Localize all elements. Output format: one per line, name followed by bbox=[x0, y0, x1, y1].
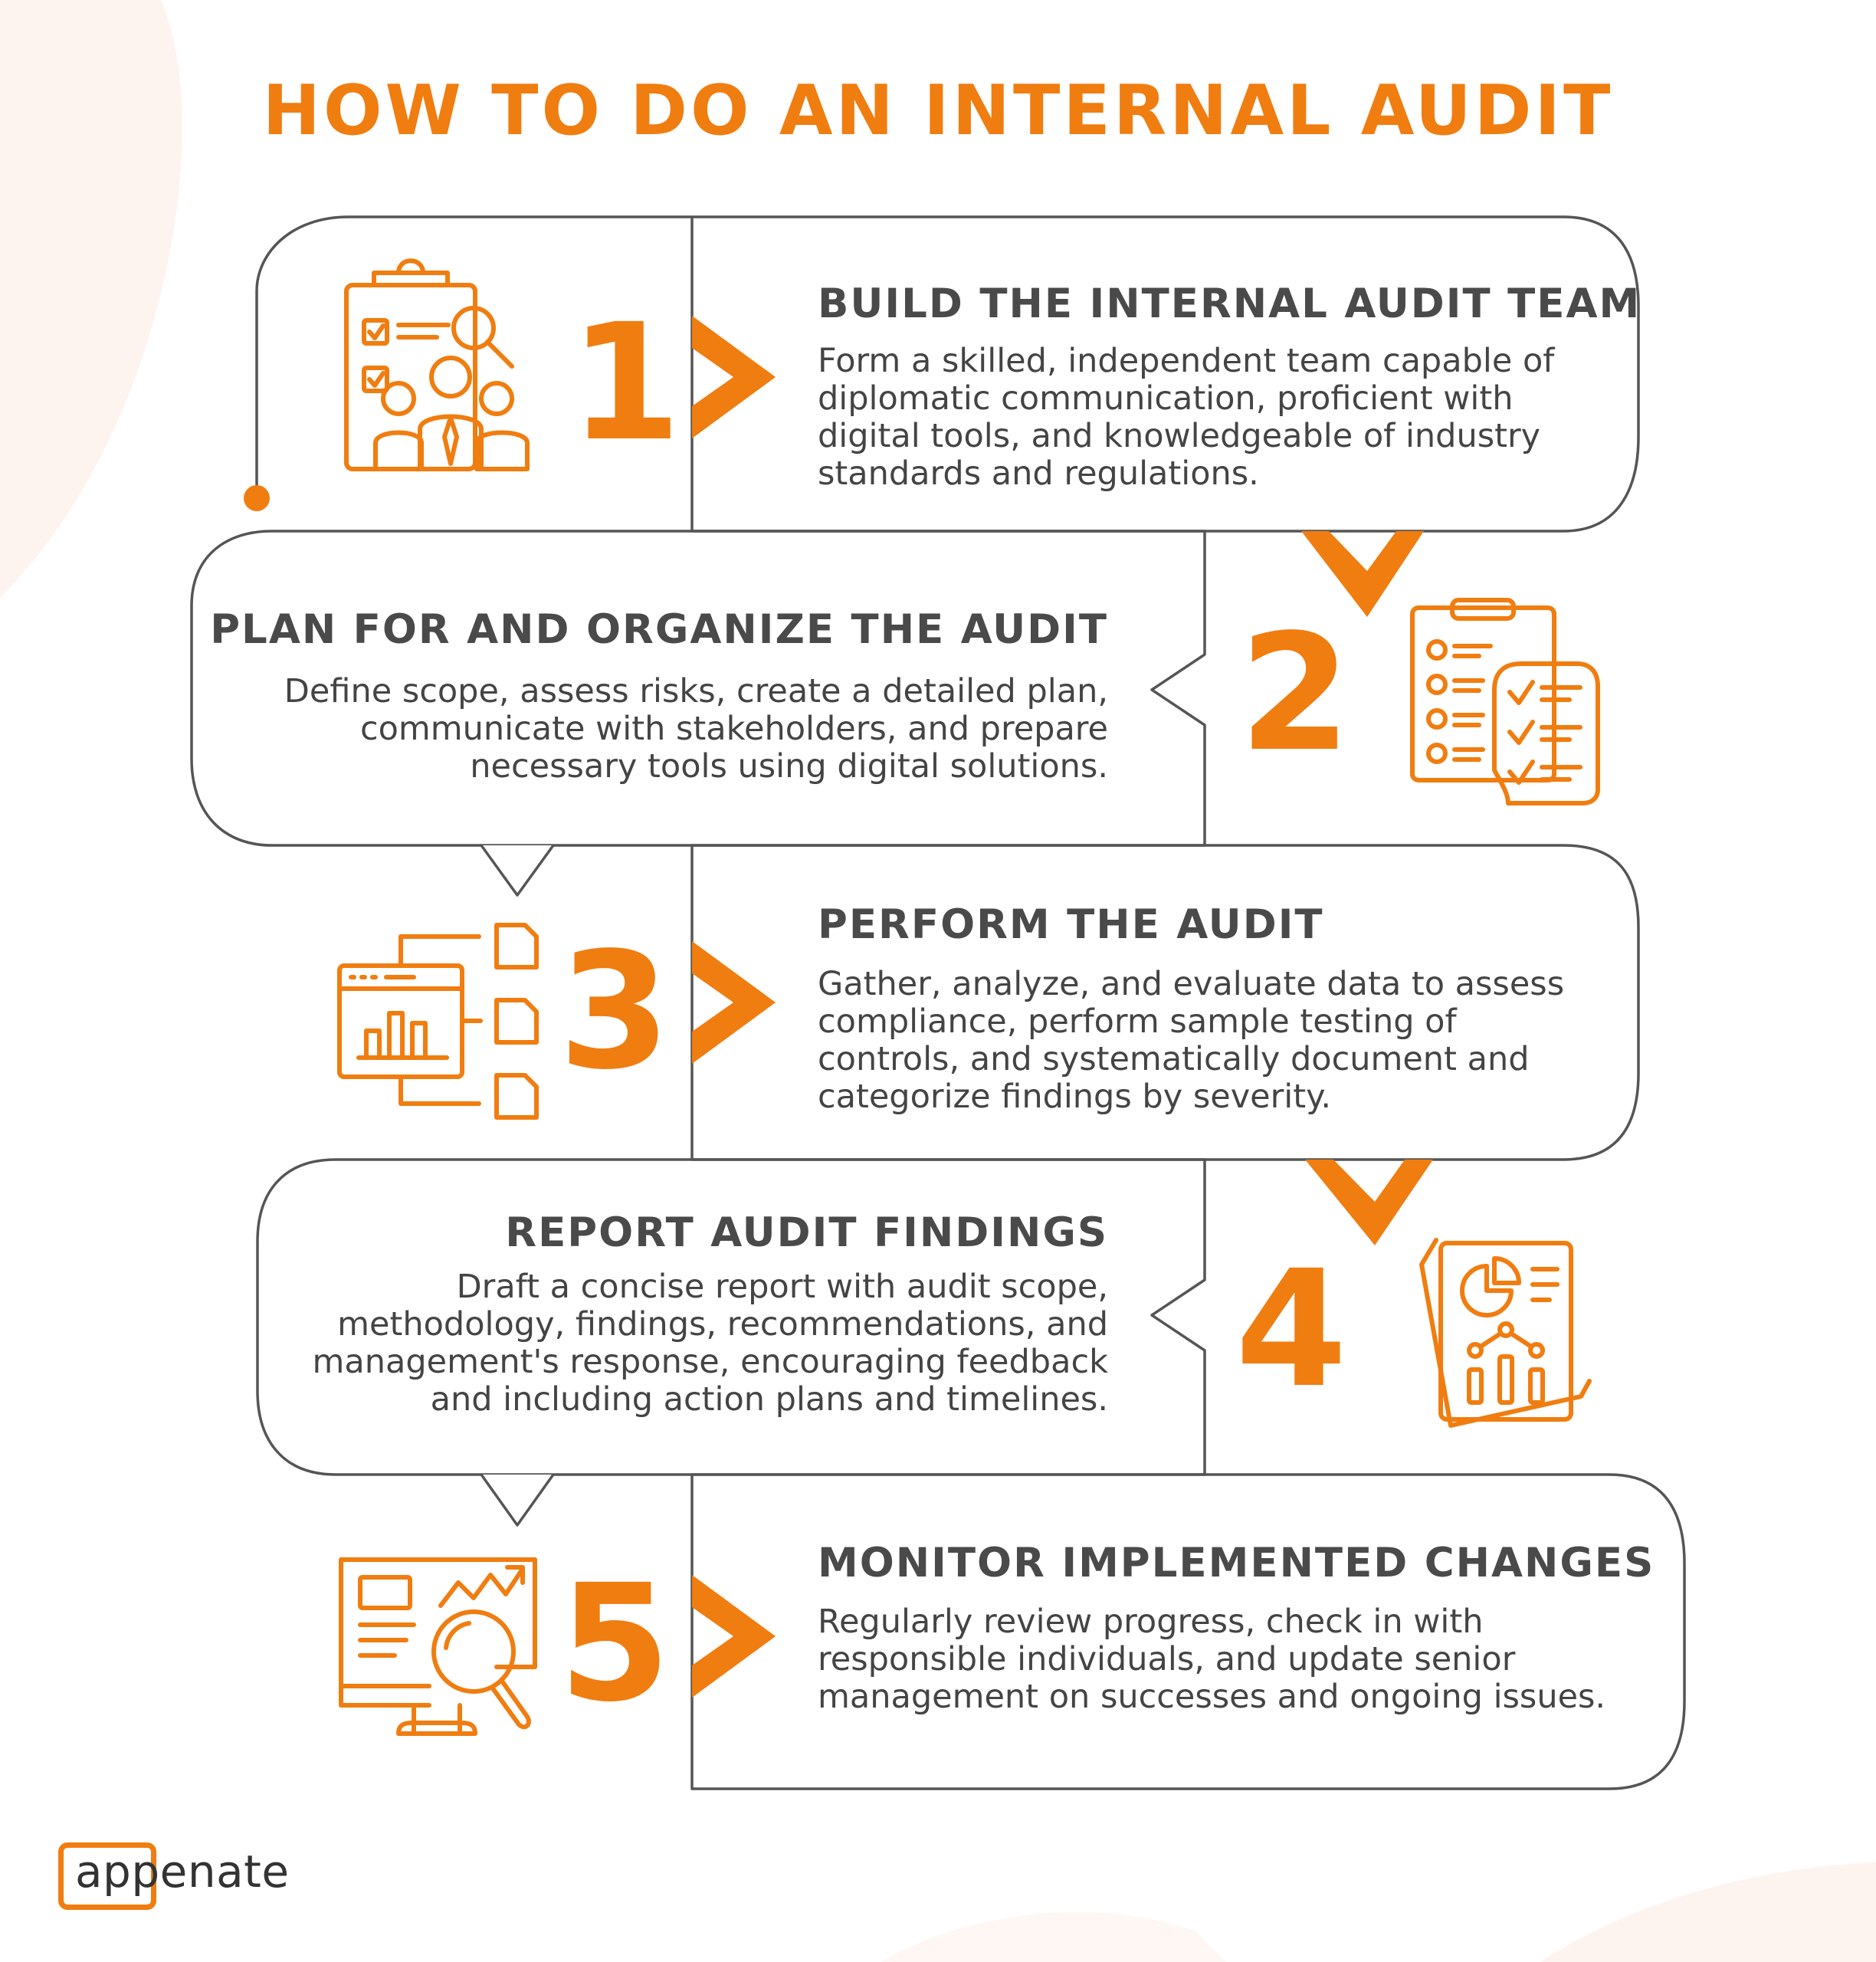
step-number: 3 bbox=[558, 917, 671, 1105]
step-title: BUILD THE INTERNAL AUDIT TEAM bbox=[818, 281, 1642, 327]
step-title: REPORT AUDIT FINDINGS bbox=[505, 1209, 1108, 1256]
step-description: Define scope, assess risks, create a detailed plan, communicate with stakeholders, and prepare necessary tools using digital solutions. bbox=[284, 672, 1108, 786]
checklist-icon bbox=[1412, 600, 1598, 803]
step-number: 5 bbox=[558, 1550, 671, 1737]
logo-text: appenate bbox=[75, 1846, 290, 1898]
step-number: 1 bbox=[569, 289, 682, 477]
chevron-down-icon bbox=[1305, 1160, 1433, 1245]
step-description: Draft a concise report with audit scope, methodology, findings, recommendations, and management's response, encouraging feedback and including action plans and timelines. bbox=[312, 1268, 1108, 1419]
step-description: Gather, analyze, and evaluate data to assess compliance, perform sample testing of controls, and systematically document and categorize findings by severity. bbox=[818, 965, 1565, 1116]
report-chart-icon bbox=[1422, 1240, 1589, 1426]
monitor-search-icon bbox=[341, 1560, 535, 1734]
team-clipboard-icon bbox=[346, 261, 527, 469]
speech-pointers bbox=[481, 845, 553, 1525]
step-title: PERFORM THE AUDIT bbox=[818, 901, 1324, 948]
step-title: MONITOR IMPLEMENTED CHANGES bbox=[818, 1540, 1655, 1586]
data-analysis-icon bbox=[339, 925, 536, 1117]
step-number: 4 bbox=[1235, 1235, 1348, 1423]
step-description: Regularly review progress, check in with responsible individuals, and update senior management on successes and ongoing issues. bbox=[818, 1603, 1606, 1716]
page-title: HOW TO DO AN INTERNAL AUDIT bbox=[262, 71, 1614, 151]
start-dot bbox=[244, 485, 270, 511]
step-description: Form a skilled, independent team capable of diplomatic communication, proficient with digital tools, and knowledgeable of industry standards and regulations. bbox=[818, 342, 1555, 493]
chevron-right-icon bbox=[692, 1575, 776, 1698]
chevron-right-icon bbox=[692, 316, 776, 438]
step-number: 2 bbox=[1238, 599, 1352, 787]
step-title: PLAN FOR AND ORGANIZE THE AUDIT bbox=[210, 606, 1108, 653]
chevron-right-icon bbox=[692, 941, 776, 1064]
